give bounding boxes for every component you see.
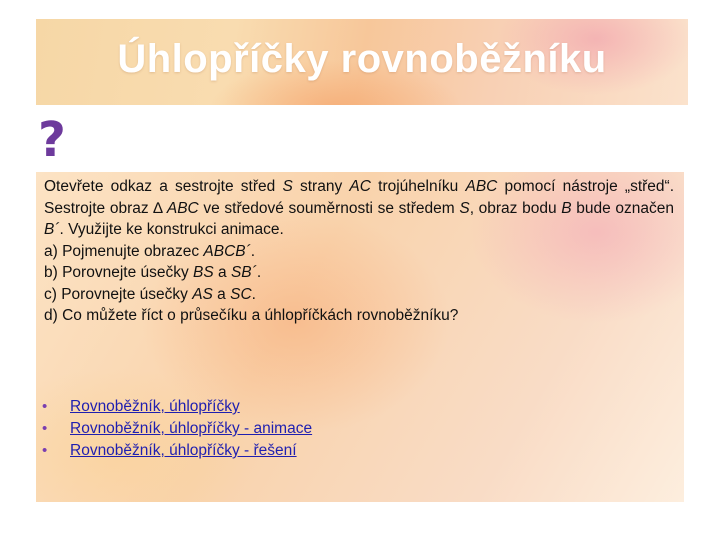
- bullet-icon: •: [42, 398, 48, 415]
- content-panel: [36, 172, 684, 502]
- title-band: [36, 19, 688, 105]
- task-item-c: c) Porovnejte úsečky AS a SC.: [44, 285, 256, 303]
- question-mark-icon: ?: [38, 112, 66, 168]
- list-item: [42, 396, 662, 418]
- link-list: [42, 396, 662, 462]
- slide-title: Úhlopříčky rovnoběžníku: [117, 37, 607, 81]
- task-item-b: b) Porovnejte úsečky BS a SB´.: [44, 264, 262, 281]
- task-paragraph: Otevřete odkaz a sestrojte střed S strany AC trojúhelníku ABC pomocí nástroje „střed“. Sestrojte obraz ∆ ABC ve středové souměrnosti se středem S, obraz bodu B bude označen B´. Využijte ke konstrukci animace.: [44, 178, 675, 238]
- task-text: [44, 176, 674, 327]
- link-diagonals-animation[interactable]: Rovnoběžník, úhlopříčky - animace: [70, 420, 313, 437]
- task-item-a: a) Pojmenujte obrazec ABCB´.: [44, 242, 256, 260]
- link-diagonals-solution[interactable]: Rovnoběžník, úhlopříčky - řešení: [70, 442, 297, 459]
- link-diagonals[interactable]: Rovnoběžník, úhlopříčky: [70, 398, 240, 415]
- list-item: [42, 418, 662, 440]
- triangle-symbol: ∆: [153, 199, 163, 217]
- bullet-icon: •: [42, 420, 48, 437]
- list-item: [42, 440, 662, 462]
- task-item-d: d) Co můžete říct o průsečíku a úhlopříčkách rovnoběžníku?: [44, 307, 459, 324]
- bullet-icon: •: [42, 442, 48, 459]
